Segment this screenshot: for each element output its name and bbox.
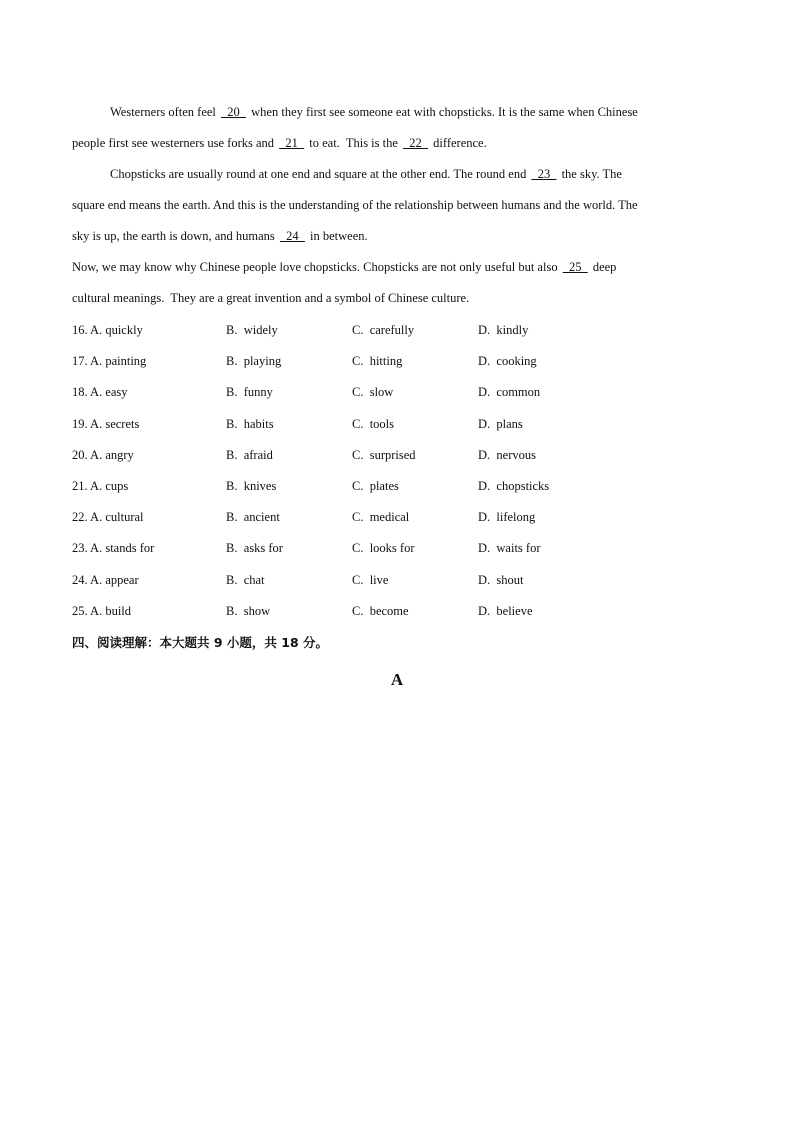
passage-text: difference.	[430, 136, 487, 150]
option-choice: C. surprised	[352, 447, 416, 462]
option-choice: B. funny	[226, 385, 273, 400]
question-row	[72, 377, 722, 408]
part-letter: A	[390, 670, 404, 689]
question-row	[72, 440, 722, 471]
option-choice: C. slow	[352, 385, 394, 400]
option-choice: C. hitting	[352, 354, 403, 369]
answer-options	[72, 315, 722, 627]
option-choice: 22. A. cultural	[72, 510, 144, 525]
answer-blank: 24	[279, 229, 305, 243]
option-choice: 17. A. painting	[72, 354, 147, 369]
option-choice: C. medical	[352, 510, 410, 525]
passage-text: cultural meanings. They are a great invention and a symbol of Chinese culture.	[72, 291, 470, 305]
passage-line	[72, 128, 722, 159]
option-choice: D. nervous	[478, 447, 536, 462]
option-choice: 23. A. stands for	[72, 541, 155, 556]
option-choice: B. playing	[226, 354, 282, 369]
passage-text: Now, we may know why Chinese people love chopsticks. Chopsticks are not only useful but also	[72, 260, 561, 274]
answer-blank: 25	[562, 260, 588, 274]
passage-text: in between.	[306, 229, 368, 243]
option-choice: 25. A. build	[72, 603, 132, 618]
option-choice: D. waits for	[478, 541, 541, 556]
passage-line	[72, 190, 722, 221]
passage-line	[72, 159, 722, 190]
answer-blank: 21	[279, 136, 305, 150]
option-choice: B. knives	[226, 478, 277, 493]
option-choice: 19. A. secrets	[72, 416, 140, 431]
passage-line	[72, 283, 722, 314]
answer-blank: 22	[403, 136, 429, 150]
passage-text: when they first see someone eat with chopsticks. It is the same when Chinese	[248, 105, 638, 119]
option-choice: D. cooking	[478, 354, 537, 369]
question-row	[72, 565, 722, 596]
question-row	[72, 596, 722, 627]
option-choice: D. plans	[478, 416, 523, 431]
passage-line	[72, 221, 722, 252]
option-choice: B. widely	[226, 323, 278, 337]
option-choice: C. become	[352, 603, 409, 618]
option-choice: C. plates	[352, 478, 399, 493]
question-row	[72, 315, 722, 346]
option-choice: C. tools	[352, 416, 395, 431]
option-choice: B. chat	[226, 572, 265, 587]
option-choice: D. shout	[478, 572, 524, 587]
option-choice: 16. A. quickly	[72, 323, 143, 337]
option-choice: 18. A. easy	[72, 385, 128, 400]
question-row	[72, 346, 722, 377]
option-choice: B. asks for	[226, 541, 283, 556]
option-choice: B. habits	[226, 416, 274, 431]
question-row	[72, 471, 722, 502]
option-choice: C. carefully	[352, 323, 415, 337]
passage-text: the sky. The	[558, 167, 622, 181]
option-choice: D. kindly	[478, 323, 529, 337]
option-choice: B. ancient	[226, 510, 280, 525]
section-heading: 四、阅读理解：本大题共 9 小题，共 18 分。	[72, 635, 329, 650]
option-choice: D. common	[478, 385, 541, 400]
passage-text: to eat. This is the	[306, 136, 402, 150]
passage-text: people first see westerners use forks and	[72, 136, 278, 150]
passage-text: Westerners often feel	[110, 105, 220, 119]
passage-line	[72, 97, 722, 128]
question-row	[72, 409, 722, 440]
option-choice: D. lifelong	[478, 510, 536, 525]
option-choice: D. believe	[478, 603, 533, 618]
option-choice: C. looks for	[352, 541, 415, 556]
answer-blank: 20	[221, 105, 247, 119]
cloze-passage	[72, 97, 722, 314]
option-choice: 21. A. cups	[72, 478, 129, 493]
question-row	[72, 533, 722, 564]
option-choice: 24. A. appear	[72, 572, 139, 587]
passage-text: Chopsticks are usually round at one end and square at the other end. The round end	[110, 167, 530, 181]
option-choice: B. afraid	[226, 447, 273, 462]
option-choice: 20. A. angry	[72, 447, 134, 462]
passage-text: square end means the earth. And this is the understanding of the relationship between humans and the world. The	[72, 198, 638, 212]
option-choice: B. show	[226, 603, 271, 618]
option-choice: D. chopsticks	[478, 478, 550, 493]
option-choice: C. live	[352, 572, 389, 587]
question-row	[72, 502, 722, 533]
answer-blank: 23	[531, 167, 557, 181]
passage-text: deep	[589, 260, 617, 274]
passage-line	[72, 252, 722, 283]
passage-text: sky is up, the earth is down, and humans	[72, 229, 278, 243]
